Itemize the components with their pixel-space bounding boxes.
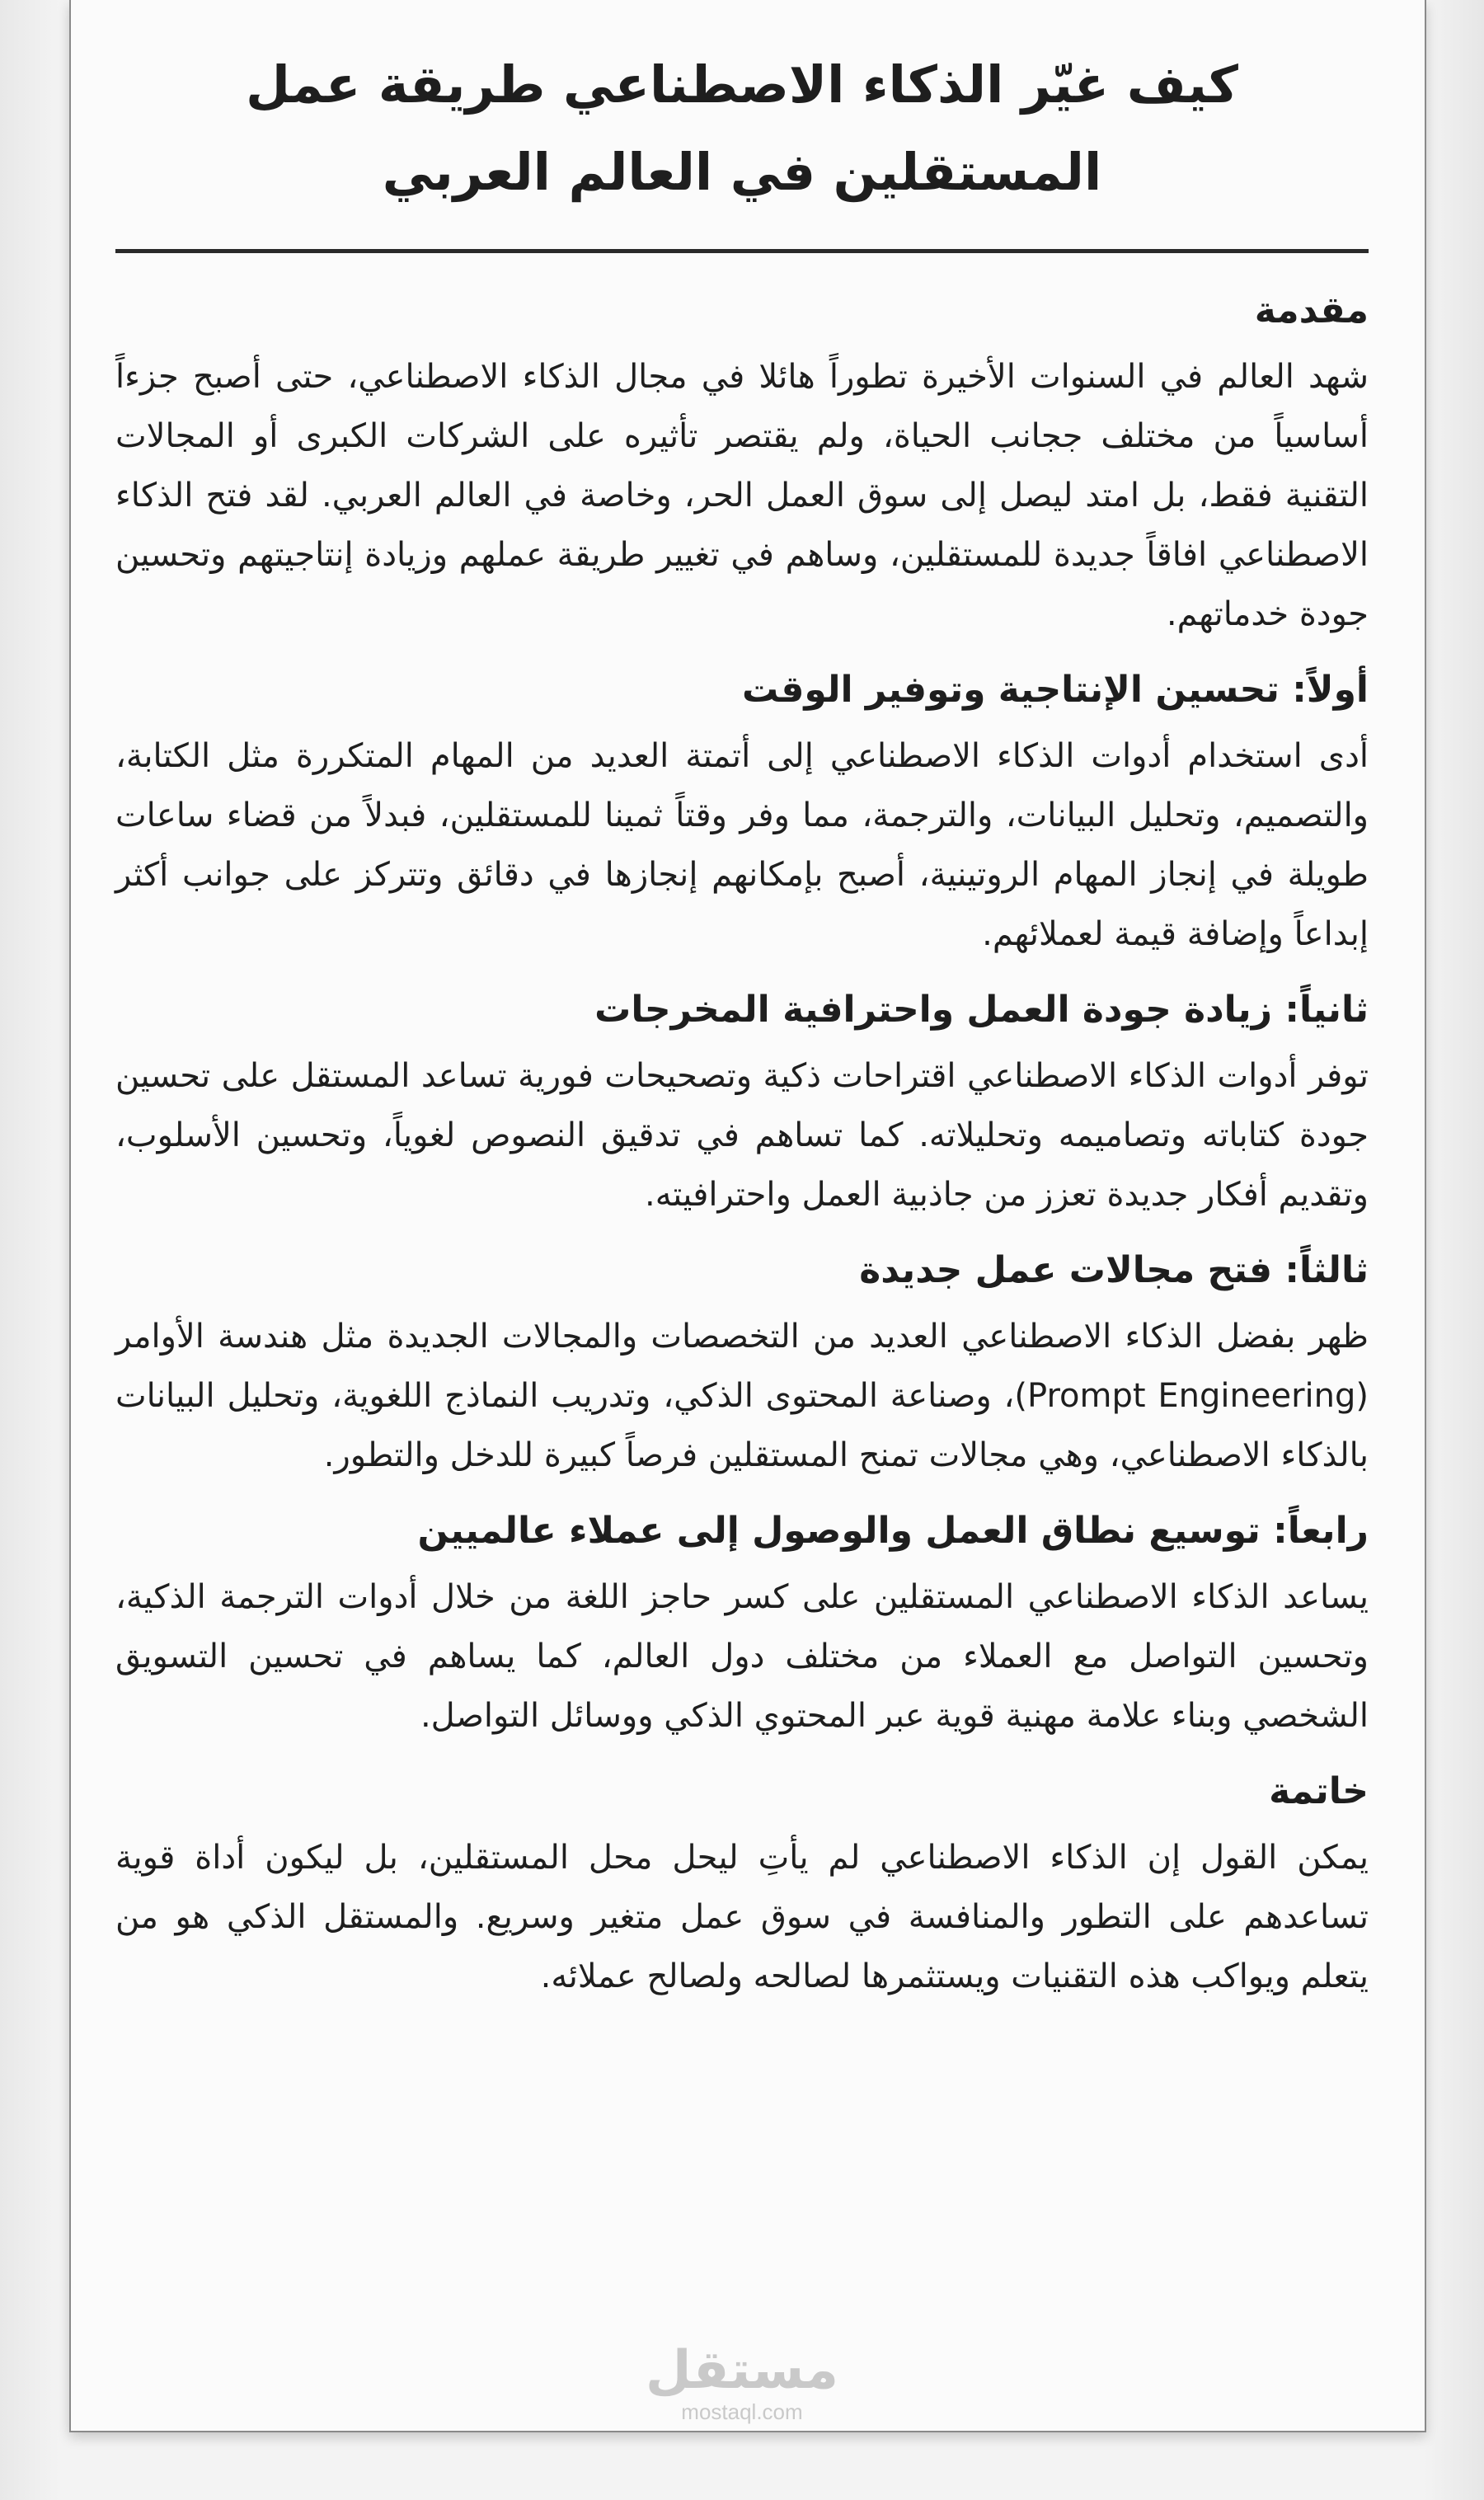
section-paragraph: يساعد الذكاء الاصطناعي المستقلين على كسر حاجز اللغة من خلال أدوات الترجمة الذكية، وتحسين التواصل مع العملاء من مختلف دول العالم، كما يساهم في تحسين التسويق الشخصي وبناء علامة مهنية قوية عبر المحتوي الذكي ووسائل التواصل. (115, 1578, 1369, 1735)
watermark-url: mostaql.com (681, 2399, 803, 2424)
section-quality (115, 984, 1369, 1224)
watermark (0, 2342, 1484, 2424)
section-heading: ثالثاً: فتح مجالات عمل جديدة (859, 1249, 1369, 1291)
section-global-reach (115, 1505, 1369, 1746)
section-paragraph: يمكن القول إن الذكاء الاصطناعي لم يأتِ ليحل محل المستقلين، بل ليكون أداة قوية تساعدهم على التطور والمنافسة في سوق عمل متغير وسريع. والمستقل الذكي هو من يتعلم ويواكب هذه التقنيات ويستثمرها لصالحه ولصالح عملائه. (115, 1839, 1369, 1995)
watermark-logo: مستقل (645, 2340, 839, 2401)
article-title: كيف غيّر الذكاء الاصطناعي طريقة عمل المستقلين في العالم العربي (246, 54, 1238, 202)
section-heading: ثانياً: زيادة جودة العمل واحترافية المخرجات (594, 989, 1369, 1031)
section-paragraph: توفر أدوات الذكاء الاصطناعي اقتراحات ذكية وتصحيحات فورية تساعد المستقل على تحسين جودة كتاباته وتصاميمه وتحليلاته. كما تساهم في تدقيق النصوص لغوياً، وتحسين الأسلوب، وتقديم أفكار جديدة تعزز من جاذبية العمل واحترافيته. (115, 1057, 1369, 1214)
section-heading: رابعاً: توسيع نطاق العمل والوصول إلى عملاء عالميين (417, 1510, 1369, 1552)
section-heading: أولاً: تحسين الإنتاجية وتوفير الوقت (741, 669, 1369, 711)
title-divider (115, 249, 1369, 253)
section-productivity (115, 664, 1369, 964)
section-introduction (115, 284, 1369, 644)
section-heading: خاتمة (1269, 1770, 1369, 1812)
section-new-fields (115, 1244, 1369, 1485)
section-conclusion (115, 1765, 1369, 2006)
section-paragraph: أدى استخدام أدوات الذكاء الاصطناعي إلى أتمتة العديد من المهام المتكررة مثل الكتابة، والتصميم، وتحليل البيانات، والترجمة، مما وفر وقتاً ثمينا للمستقلين، فبدلاً من قضاء ساعات طويلة في إنجاز المهام الروتينية، أصبح بإمكانهم إنجازها في دقائق وتتركز على جوانب أكثر إبداعاً وإضافة قيمة لعملائهم. (115, 737, 1369, 953)
section-heading: مقدمة (1254, 289, 1369, 331)
section-paragraph: شهد العالم في السنوات الأخيرة تطوراً هائلا في مجال الذكاء الاصطناعي، حتى أصبح جزءاً أساسياً من مختلف ججانب الحياة، ولم يقتصر تأثيره على الشركات الكبرى أو المجالات التقنية فقط، بل امتد ليصل إلى سوق العمل الحر، وخاصة في العالم العربي. لقد فتح الذكاء الاصطناعي افاقاً جديدة للمستقلين، وساهم في تغيير طريقة عملهم وزيادة إنتاجيتهم وتحسين جودة خدماتهم. (115, 358, 1369, 633)
article (115, 25, 1369, 2026)
section-paragraph: ظهر بفضل الذكاء الاصطناعي العديد من التخصصات والمجالات الجديدة مثل هندسة الأوامر (Prompt Engineering)، وصناعة المحتوى الذكي، وتدريب النماذج اللغوية، وتحليل البيانات بالذكاء الاصطناعي، وهي مجالات تمنح المستقلين فرصاً كبيرة للدخل والتطور. (115, 1318, 1369, 1474)
